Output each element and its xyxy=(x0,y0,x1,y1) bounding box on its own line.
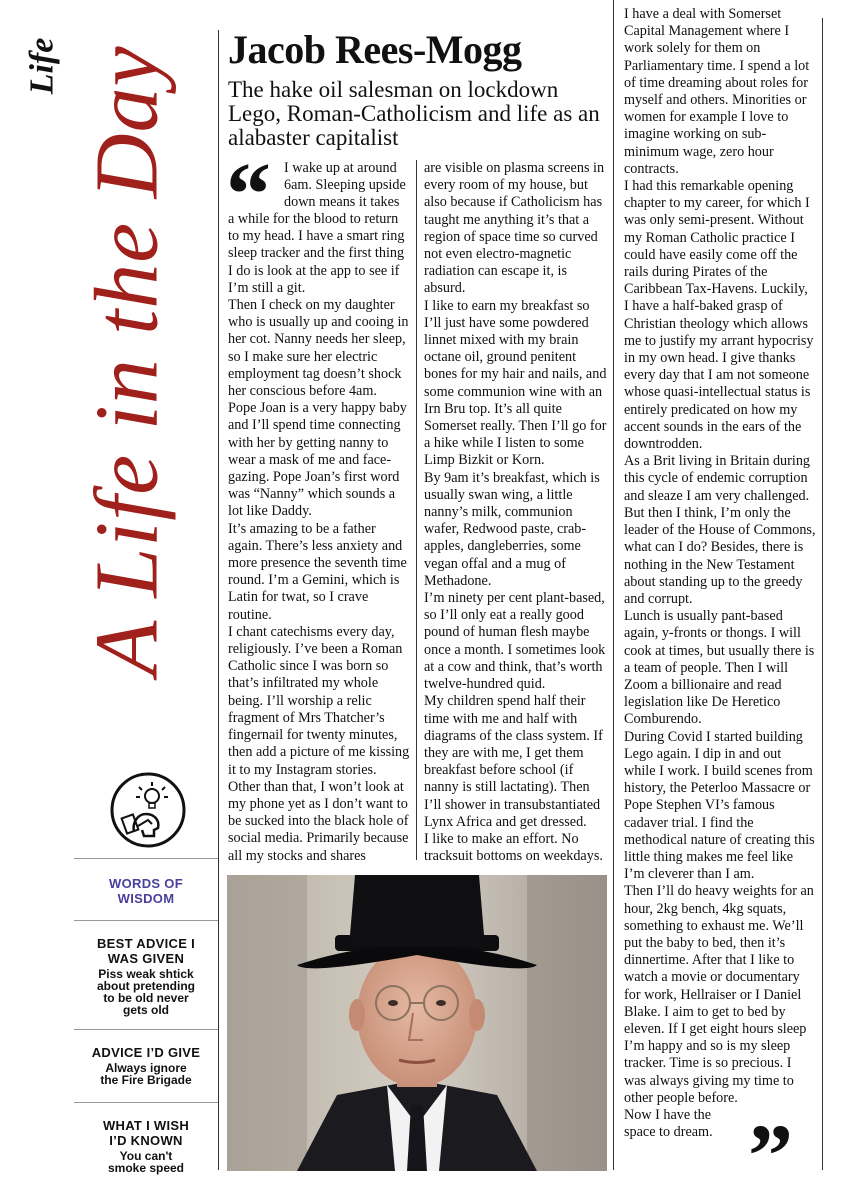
column-1 xyxy=(228,211,412,865)
paragraph: Pope Joan is a very happy baby and I’ll spend time connecting with her by getting nanny to wear a mask of me and face-gazing. Pope Joan’s first word was “Nanny” which sounds a lot like Daddy. xyxy=(228,400,407,520)
paragraph: are visible on plasma screens in every room of my house, but also because if Catholicism has taught me anything it’s that a region of space time so curved not even electro-magnetic radiation can escape it, is absurd. xyxy=(424,160,605,297)
paragraph: Lunch is usually pant-based again, y-fronts or thongs. I will cook at times, but usually there is a team of people. Then I will Zoom a billionaire and read legislation like De Heretico Comburendo. xyxy=(624,608,815,728)
best-advice-text: Piss weak shtick about pretending to be old never gets old xyxy=(97,967,195,1017)
words-of-wisdom-heading: WORDS OF WISDOM xyxy=(109,876,183,906)
wish-known-heading: WHAT I WISH I’D KNOWN xyxy=(102,1118,190,1148)
paragraph: I had this remarkable opening chapter to my career, for which I was only semi-present. Without my Roman Catholic practice I could have easily come off the rails during Pirates of the Caribbean Tax-Havens. Luckily, I have a half-baked grasp of Christian theology which allows me to justify my arrant hypocrisy in my own head. I give thanks every day that I am not someone whose quasi-intellectual status is entirely predicated on how my accent sounds in the ears of the downtrodden. xyxy=(624,178,814,453)
paragraph: During Covid I started building Lego again. I dip in and out while I work. I build scenes from history, the Peterloo Massacre or Pope Stephen VI’s famous cadaver trial. I find the methodical nature of creating this little thing makes me feel like I’m cleverer than I am. xyxy=(624,728,815,883)
rule-right xyxy=(613,0,614,1170)
headline: Jacob Rees-Mogg xyxy=(228,27,522,72)
paragraph: As a Brit living in Britain during this cycle of endemic corruption and sleaze I am very challenged. But then I think, I’m only the leader of the House of Commons, what can I do? Besides, there is nothing in the New Testament about standing up to the greedy and corrupt. xyxy=(624,453,816,607)
advice-give-text: Always ignore the Fire Brigade xyxy=(100,1061,192,1087)
paragraph: a while for the blood to return to my head. I have a smart ring sleep tracker and the first thing I do is look at the app to see if I’m still a git. xyxy=(228,211,405,296)
open-quote-mark: “ xyxy=(226,145,271,244)
wish-known-box xyxy=(74,1118,218,1174)
rule-middle xyxy=(416,160,417,860)
paragraph: It’s amazing to be a father again. There’s less anxiety and more presence the seventh time round. I’m a Gemini, which is Latin for twat, so I crave routine. xyxy=(228,520,407,623)
sidebar-divider xyxy=(74,1029,218,1030)
standfirst: The hake oil salesman on lockdown Lego, Roman-Catholicism and life as an alabaster capitalist xyxy=(228,77,600,150)
column-3 xyxy=(624,6,816,1141)
wish-known-text: You can't smoke speed xyxy=(107,1149,185,1175)
paragraph: Then I check on my daughter who is usually up and cooing in her cot. Nanny needs her sleep, so I make sure her electric employment tag doesn’t shock her conscious before 4am. xyxy=(228,297,409,400)
paragraph: I have a deal with Somerset Capital Management where I work solely for them on Parliamentary time. I spend a lot of time dreaming about roles for myself and others. Minorities or women for example I love to imagine working on sub-minimum wage, zero hour contracts. xyxy=(624,6,810,177)
column-2 xyxy=(424,160,610,865)
paragraph: By 9am it’s breakfast, which is usually swan wing, a little nanny’s milk, communion wafer, Redwood paste, crab-apples, dangleberries, some vegan offal and a mug of Methadone. xyxy=(424,469,600,589)
portrait-photo xyxy=(227,875,607,1171)
section-label xyxy=(18,26,66,106)
paragraph: Now I have the space to dream. xyxy=(624,1107,713,1141)
lightbulb-idea-icon xyxy=(108,770,188,850)
best-advice-heading: BEST ADVICE I WAS GIVEN xyxy=(96,936,196,966)
advice-give-box xyxy=(74,1045,218,1086)
intro-line: I wake up at around xyxy=(284,160,397,176)
sidebar-divider xyxy=(74,858,218,859)
rule-edge xyxy=(822,18,823,1170)
words-of-wisdom-box xyxy=(74,876,218,906)
paragraph: Then I’ll do heavy weights for an hour, 2kg bench, 4kg squats, something to exhaust me. We’ll put the baby to bed, then it’s dinnertime. After that I like to watch a movie or documentary for work, Hellraiser or I Daniel Blake. I aim to get to bed by eleven. If I get eight hours sleep I’m happy and so is my sleep tracker. Time is so precious. I was always giving my time to other people before. xyxy=(624,883,814,1106)
section-text: Life xyxy=(23,37,61,95)
paragraph: I chant catechisms every day, religiously. I’ve been a Roman Catholic since I was born so that’s infiltrated my whole being. I’ll worship a relic fragment of Mrs Thatcher’s fingernail for twenty minutes, then add a picture of me kissing it to my Instagram stories. xyxy=(228,623,410,778)
sidebar-divider xyxy=(74,920,218,921)
paragraph: I’m ninety per cent plant-based, so I’ll only eat a really good pound of human flesh maybe once a month. I sometimes look at a cow and think, that’s worth twelve-hundred quid. xyxy=(424,590,606,693)
intro-line: 6am. Sleeping upside xyxy=(284,177,406,194)
paragraph: My children spend half their time with me and half with diagrams of the class system. If they are with me, I get them breakfast before school (if nanny is still lactating). Then I’ll shower in transubstantiated Lynx Africa and get dressed. xyxy=(424,693,603,830)
paragraph: I like to make an effort. No tracksuit bottoms on weekdays. xyxy=(424,830,603,865)
paragraph: Other than that, I won’t look at my phone yet as I don’t want to be sucked into the black hole of social media. Primarily because all my stocks and shares xyxy=(228,778,409,864)
advice-give-heading: ADVICE I’D GIVE xyxy=(91,1045,201,1060)
feature-title-text: A Life in the Day xyxy=(77,44,177,676)
sidebar-divider xyxy=(74,1102,218,1103)
best-advice-box xyxy=(74,936,218,1016)
intro-line: down means it takes xyxy=(284,194,400,211)
rule-left xyxy=(218,30,219,1170)
close-quote-mark: ” xyxy=(748,1107,793,1200)
feature-title xyxy=(72,10,182,710)
column-1-intro xyxy=(284,160,412,212)
paragraph: I like to earn my breakfast so I’ll just have some powdered linnet mixed with my brain octane oil, ground penitent bones for my hair and nails, and some communion wine with an Irn Bru top. It’s all quite Somerset really. Then I’ll go for a hike while I listen to some Limp Bizkit or Korn. xyxy=(424,297,607,469)
